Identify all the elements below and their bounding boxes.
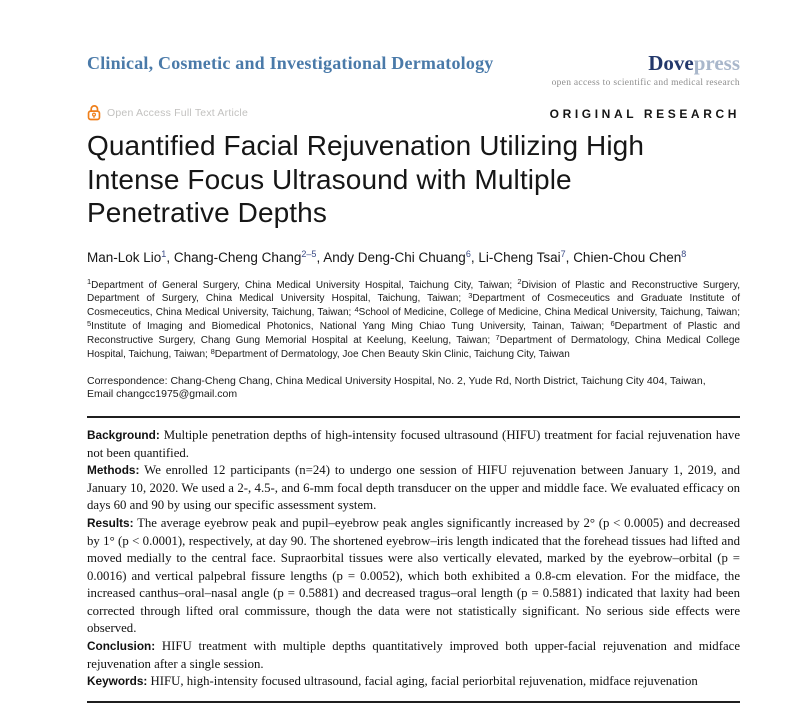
abstract bbox=[87, 427, 740, 691]
abstract-section-label: Background: bbox=[87, 427, 160, 442]
affiliation-sup: 5 bbox=[87, 318, 92, 328]
affiliation-sup: 6 bbox=[610, 318, 615, 328]
publisher-tagline: open access to scientific and medical research bbox=[551, 78, 740, 88]
author-separator: , bbox=[565, 249, 574, 265]
author bbox=[478, 250, 573, 265]
correspondence-note: Correspondence: Chang-Cheng Chang, China Medical University Hospital, No. 2, Yude Rd, North District, Taichung City 404, Taiwan, Email changcc1975@gmail.com bbox=[87, 374, 706, 401]
affiliation-sup: 7 bbox=[495, 332, 500, 342]
author-name: Chien-Chou Chen bbox=[573, 249, 682, 265]
affiliation-sup: 2 bbox=[517, 277, 522, 287]
affiliation bbox=[210, 346, 570, 361]
badge-row bbox=[87, 104, 740, 121]
abstract-section-label: Keywords: bbox=[87, 674, 148, 689]
abstract-section bbox=[87, 638, 740, 673]
affiliation-list bbox=[87, 279, 740, 362]
affiliation-text: Division of Plastic and Reconstructive Surgery, Department of Surgery, China Medical University Hospital, Taichung, Taiwan bbox=[87, 279, 740, 305]
affiliation-separator: ; bbox=[601, 321, 611, 333]
journal-header bbox=[87, 52, 740, 88]
open-access-badge[interactable] bbox=[87, 104, 248, 121]
abstract-section bbox=[87, 427, 740, 462]
affiliation-separator: ; bbox=[737, 307, 741, 319]
affiliation-separator: ; bbox=[458, 293, 469, 305]
affiliation-sup: 3 bbox=[468, 291, 473, 301]
abstract-section-label: Conclusion: bbox=[87, 639, 156, 654]
affiliation bbox=[354, 304, 741, 319]
affiliation-text: Department of Dermatology, Joe Chen Beauty Skin Clinic, Taichung City, Taiwan bbox=[214, 349, 570, 361]
dovepress-logo bbox=[552, 52, 740, 74]
affiliation-separator: ; bbox=[348, 307, 355, 319]
affiliation bbox=[87, 277, 518, 291]
author bbox=[323, 250, 478, 265]
author-name: Andy Deng-Chi Chuang bbox=[323, 249, 466, 265]
author-affiliation-sup: 2–5 bbox=[301, 249, 317, 259]
abstract-section-label: Results: bbox=[87, 515, 134, 530]
dovepress-logo-bold: Dove bbox=[648, 51, 694, 75]
affiliation-separator: ; bbox=[509, 279, 518, 291]
affiliation-text: School of Medicine, College of Medicine, China Medical University, Taichung, Taiwan bbox=[358, 307, 738, 319]
abstract-section-label: Methods: bbox=[87, 463, 140, 478]
affiliation-text: Department of Dermatology, China Medical College Hospital, Taichung, Taiwan bbox=[87, 335, 740, 361]
author-separator: , bbox=[166, 249, 174, 265]
author-affiliation-sup: 8 bbox=[681, 249, 687, 259]
author-affiliation-sup: 1 bbox=[161, 249, 167, 259]
publisher-block bbox=[552, 52, 740, 88]
article-type-label: ORIGINAL RESEARCH bbox=[549, 107, 740, 121]
author-affiliation-sup: 7 bbox=[560, 249, 566, 259]
dovepress-logo-light: press bbox=[693, 51, 740, 75]
abstract-section-text: The average eyebrow peak and pupil–eyebrow peak angles significantly increased by 2° (p < 0.0005) and decreased by 1° (p < 0.0001), respectively, at day 90. The shortened eyebrow–iris length indicated that the forehead tissues had lifted and moved medially to the central face. Supraorbital tissues were also vertically elevated, marked by the eyebrow–orbital (p = 0.0016) and vertical palpebral fissure lengths (p = 0.0052), which both exhibited a 0.8-cm elevation. For the midface, the increased canthus–oral–nasal angle (p = 0.5881) and decreased tragus–oral length (p = 0.5881) indicated that laxity had been corrected through lifted oral commissure, though the data were not statistically significant. No serious side effects were observed. bbox=[87, 515, 740, 636]
journal-title: Clinical, Cosmetic and Investigational Dermatology bbox=[87, 53, 494, 73]
affiliation-text: Department of Cosmeceutics and Graduate Institute of Cosmeceutics, China Medical University, Taichung, Taiwan bbox=[87, 293, 741, 319]
affiliation-separator: ; bbox=[487, 335, 496, 347]
author-affiliation-sup: 6 bbox=[465, 249, 471, 259]
author-list bbox=[87, 250, 740, 265]
abstract-section-text: We enrolled 12 participants (n=24) to undergo one session of HIFU rejuvenation between January 1, 2019, and January 10, 2020. We used a 2-, 4.5-, and 6-mm focal depth transducer on the upper and middle face. We evaluated efficacy on days 60 and 90 by using our specific assessment system. bbox=[87, 463, 740, 513]
affiliation bbox=[87, 318, 611, 333]
author-separator: , bbox=[316, 249, 324, 265]
author-name: Chang-Cheng Chang bbox=[173, 249, 302, 265]
affiliation-text: Department of Plastic and Reconstructive Surgery, Chang Gung Memorial Hospital at Keelung, Keelung, Taiwan bbox=[87, 321, 741, 347]
open-access-lock-icon bbox=[87, 104, 101, 121]
abstract-section bbox=[87, 673, 740, 691]
author bbox=[174, 250, 323, 265]
author bbox=[573, 250, 686, 265]
abstract-section bbox=[87, 515, 740, 638]
author-name: Li-Cheng Tsai bbox=[478, 249, 561, 265]
affiliation-sup: 1 bbox=[87, 277, 92, 287]
author-name: Man-Lok Lio bbox=[87, 249, 162, 265]
author-separator: , bbox=[470, 249, 479, 265]
abstract-section-text: HIFU, high-intensity focused ultrasound, facial aging, facial periorbital rejuvenation, midface rejuvenation bbox=[150, 674, 698, 689]
affiliation-sup: 8 bbox=[210, 346, 215, 356]
affiliation-text: Institute of Imaging and Biomedical Photonics, National Yang Ming Chiao Tung University, Tainan, Taiwan bbox=[91, 321, 602, 333]
abstract-section-text: HIFU treatment with multiple depths quantitatively improved both upper-facial rejuvenation and midface rejuvenation after a single session. bbox=[87, 639, 741, 671]
affiliation-sup: 4 bbox=[354, 304, 359, 314]
article-title: Quantified Facial Rejuvenation Utilizing High Intense Focus Ultrasound with Multiple Penetrative Depths bbox=[87, 130, 645, 228]
affiliation-separator: ; bbox=[205, 349, 211, 361]
author bbox=[87, 250, 174, 265]
abstract-top-rule bbox=[87, 416, 740, 418]
abstract-section bbox=[87, 462, 740, 515]
affiliation-text: Department of General Surgery, China Medical University Hospital, Taichung City, Taiwan bbox=[91, 279, 510, 291]
abstract-section-text: Multiple penetration depths of high-intensity focused ultrasound (HIFU) treatment for facial rejuvenation have not been quantified. bbox=[87, 427, 740, 460]
article-page bbox=[87, 0, 740, 703]
open-access-label: Open Access Full Text Article bbox=[107, 106, 248, 119]
